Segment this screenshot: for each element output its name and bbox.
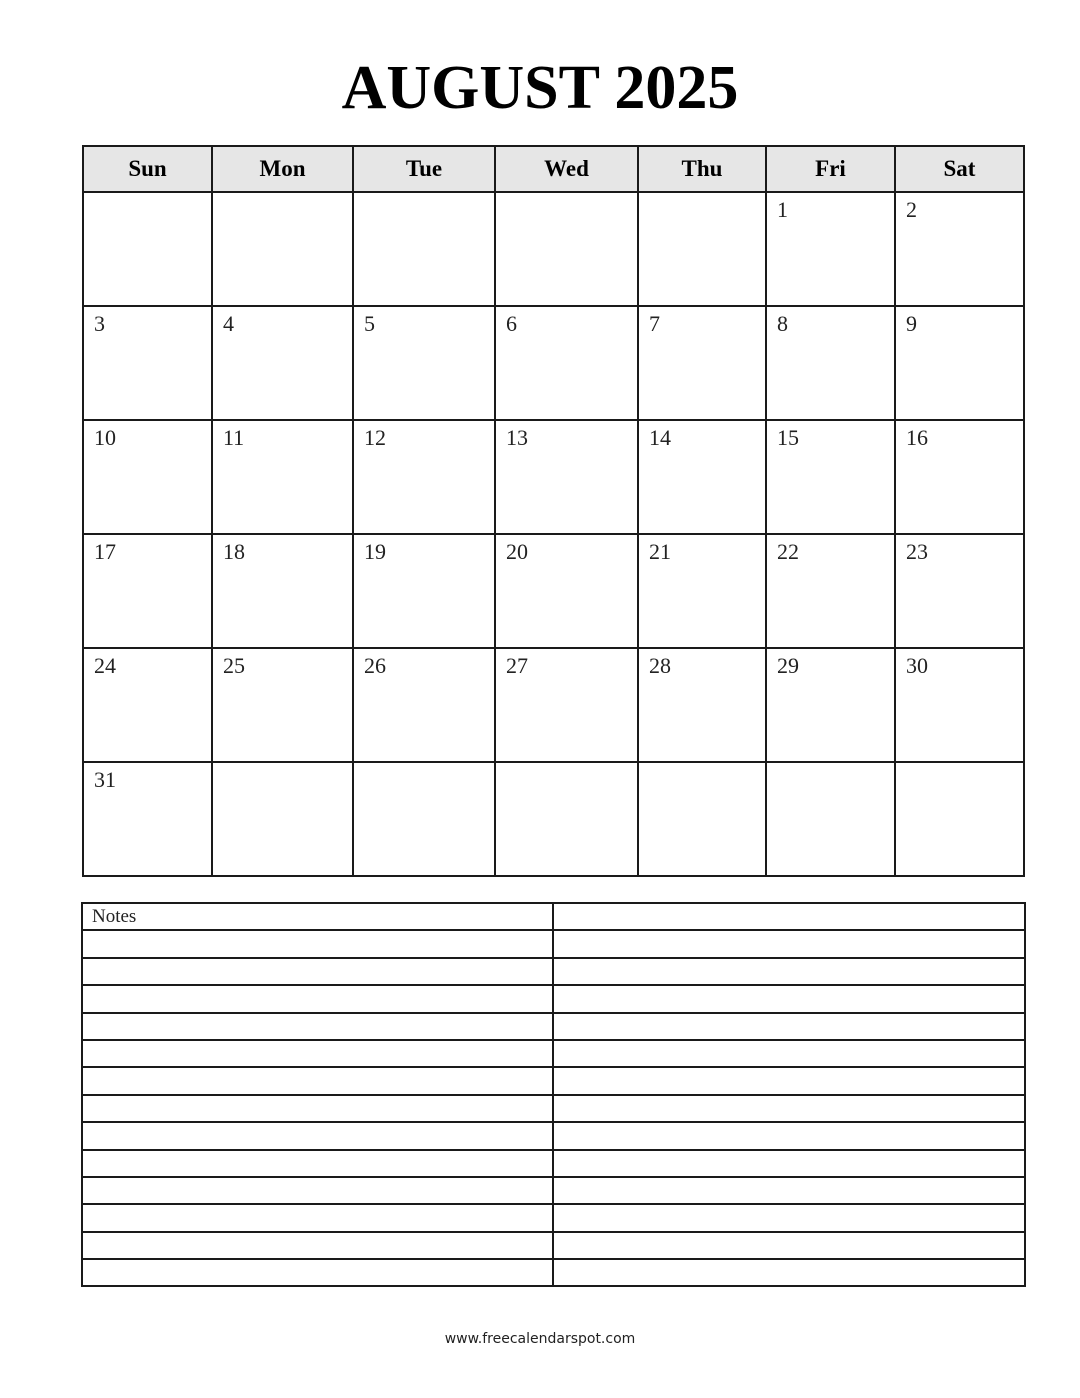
notes-cell[interactable] bbox=[553, 1177, 1025, 1204]
notes-cell[interactable] bbox=[553, 985, 1025, 1012]
day-number bbox=[496, 763, 637, 767]
notes-cell[interactable] bbox=[553, 930, 1025, 957]
day-number bbox=[213, 193, 352, 197]
day-cell[interactable] bbox=[212, 192, 353, 306]
day-cell[interactable] bbox=[895, 306, 1024, 420]
day-number: 6 bbox=[506, 311, 517, 336]
notes-row bbox=[82, 1095, 1025, 1122]
day-cell[interactable] bbox=[83, 306, 212, 420]
notes-cell[interactable] bbox=[82, 930, 553, 957]
day-cell[interactable] bbox=[895, 648, 1024, 762]
day-cell[interactable] bbox=[353, 648, 495, 762]
day-number bbox=[639, 763, 765, 767]
weekday-sun: Sun bbox=[83, 146, 212, 192]
notes-cell[interactable] bbox=[82, 1013, 553, 1040]
day-cell[interactable] bbox=[353, 192, 495, 306]
day-cell[interactable] bbox=[353, 420, 495, 534]
day-number bbox=[354, 193, 494, 197]
day-cell[interactable] bbox=[638, 420, 766, 534]
notes-cell[interactable] bbox=[553, 1040, 1025, 1067]
day-cell[interactable] bbox=[212, 420, 353, 534]
day-cell[interactable] bbox=[353, 534, 495, 648]
day-cell[interactable] bbox=[495, 192, 638, 306]
day-number: 12 bbox=[364, 425, 386, 450]
notes-row bbox=[82, 1122, 1025, 1149]
notes-cell[interactable] bbox=[553, 903, 1025, 930]
day-cell[interactable] bbox=[212, 762, 353, 876]
notes-cell[interactable] bbox=[82, 1150, 553, 1177]
day-number: 11 bbox=[223, 425, 245, 450]
notes-cell[interactable] bbox=[82, 1204, 553, 1231]
notes-label: Notes bbox=[92, 905, 137, 927]
day-number bbox=[84, 193, 211, 197]
day-number: 14 bbox=[649, 425, 671, 450]
notes-row bbox=[82, 1040, 1025, 1067]
day-cell[interactable] bbox=[495, 306, 638, 420]
day-number: 4 bbox=[223, 311, 234, 336]
day-number: 5 bbox=[364, 311, 375, 336]
notes-cell[interactable] bbox=[82, 1040, 553, 1067]
notes-cell[interactable] bbox=[82, 1122, 553, 1149]
day-number: 3 bbox=[94, 311, 105, 336]
week-row bbox=[83, 306, 1024, 420]
day-number: 26 bbox=[364, 653, 386, 678]
day-cell[interactable] bbox=[212, 648, 353, 762]
weekday-tue: Tue bbox=[353, 146, 495, 192]
weekday-fri: Fri bbox=[766, 146, 895, 192]
day-number: 2 bbox=[906, 197, 917, 222]
notes-cell[interactable] bbox=[553, 1232, 1025, 1259]
day-cell[interactable] bbox=[895, 192, 1024, 306]
notes-row bbox=[82, 1067, 1025, 1094]
day-cell[interactable] bbox=[638, 648, 766, 762]
notes-cell[interactable] bbox=[82, 958, 553, 985]
notes-cell[interactable] bbox=[553, 1150, 1025, 1177]
day-number: 28 bbox=[649, 653, 671, 678]
page-title: AUGUST 2025 bbox=[341, 54, 739, 122]
day-cell[interactable] bbox=[766, 192, 895, 306]
day-number: 15 bbox=[777, 425, 799, 450]
day-number: 1 bbox=[777, 197, 788, 222]
day-number: 9 bbox=[906, 311, 917, 336]
day-number: 27 bbox=[506, 653, 528, 678]
day-number: 23 bbox=[906, 539, 928, 564]
day-number: 13 bbox=[506, 425, 528, 450]
notes-cell[interactable] bbox=[82, 985, 553, 1012]
notes-cell[interactable] bbox=[82, 1095, 553, 1122]
day-number: 20 bbox=[506, 539, 528, 564]
notes-row bbox=[82, 985, 1025, 1012]
day-cell[interactable] bbox=[83, 534, 212, 648]
day-cell[interactable] bbox=[212, 534, 353, 648]
day-cell[interactable] bbox=[353, 762, 495, 876]
week-row bbox=[83, 648, 1024, 762]
notes-cell[interactable] bbox=[553, 1095, 1025, 1122]
day-cell[interactable] bbox=[83, 192, 212, 306]
footer-url: www.freecalendarspot.com bbox=[444, 1331, 636, 1347]
notes-cell[interactable] bbox=[553, 1259, 1025, 1286]
day-number: 8 bbox=[777, 311, 788, 336]
day-number: 21 bbox=[649, 539, 671, 564]
week-row bbox=[83, 192, 1024, 306]
notes-cell[interactable] bbox=[553, 1122, 1025, 1149]
day-cell[interactable] bbox=[83, 762, 212, 876]
day-number bbox=[213, 763, 352, 767]
day-cell[interactable] bbox=[766, 306, 895, 420]
day-number: 30 bbox=[906, 653, 928, 678]
day-cell[interactable] bbox=[895, 420, 1024, 534]
day-cell[interactable] bbox=[638, 306, 766, 420]
day-number bbox=[639, 193, 765, 197]
day-cell[interactable] bbox=[495, 762, 638, 876]
day-cell[interactable] bbox=[212, 306, 353, 420]
day-cell[interactable] bbox=[766, 762, 895, 876]
notes-cell[interactable] bbox=[82, 1067, 553, 1094]
day-number: 18 bbox=[223, 539, 245, 564]
day-number: 31 bbox=[94, 767, 116, 792]
day-cell[interactable] bbox=[895, 762, 1024, 876]
day-number bbox=[354, 763, 494, 767]
day-number: 29 bbox=[777, 653, 799, 678]
day-cell[interactable] bbox=[495, 534, 638, 648]
weekday-header-row bbox=[83, 146, 1024, 192]
notes-cell[interactable] bbox=[553, 1204, 1025, 1231]
day-number bbox=[496, 193, 637, 197]
notes-row bbox=[82, 1204, 1025, 1231]
week-row bbox=[83, 762, 1024, 876]
notes-row bbox=[82, 1259, 1025, 1286]
notes-cell[interactable] bbox=[553, 1013, 1025, 1040]
day-number: 19 bbox=[364, 539, 386, 564]
notes-row bbox=[82, 1013, 1025, 1040]
day-number bbox=[896, 763, 1023, 767]
day-number: 17 bbox=[94, 539, 116, 564]
day-number: 10 bbox=[94, 425, 116, 450]
day-cell[interactable] bbox=[895, 534, 1024, 648]
day-cell[interactable] bbox=[638, 534, 766, 648]
day-cell[interactable] bbox=[83, 648, 212, 762]
weekday-mon: Mon bbox=[212, 146, 353, 192]
weekday-sat: Sat bbox=[895, 146, 1024, 192]
calendar-grid bbox=[82, 145, 1025, 877]
day-number: 24 bbox=[94, 653, 116, 678]
day-cell[interactable] bbox=[495, 648, 638, 762]
notes-label-cell[interactable] bbox=[82, 903, 553, 930]
day-cell[interactable] bbox=[766, 648, 895, 762]
notes-cell[interactable] bbox=[82, 1177, 553, 1204]
notes-row bbox=[82, 1150, 1025, 1177]
day-number bbox=[767, 763, 894, 767]
notes-cell[interactable] bbox=[553, 1067, 1025, 1094]
day-cell[interactable] bbox=[83, 420, 212, 534]
notes-cell[interactable] bbox=[553, 958, 1025, 985]
weekday-wed: Wed bbox=[495, 146, 638, 192]
notes-table bbox=[81, 902, 1026, 1287]
notes-row bbox=[82, 1177, 1025, 1204]
day-cell[interactable] bbox=[766, 420, 895, 534]
notes-cell[interactable] bbox=[82, 1232, 553, 1259]
notes-row bbox=[82, 958, 1025, 985]
notes-row bbox=[82, 930, 1025, 957]
day-cell[interactable] bbox=[495, 420, 638, 534]
notes-row bbox=[82, 1232, 1025, 1259]
day-number: 16 bbox=[906, 425, 928, 450]
day-cell[interactable] bbox=[638, 762, 766, 876]
day-number: 7 bbox=[649, 311, 660, 336]
week-row bbox=[83, 420, 1024, 534]
day-cell[interactable] bbox=[766, 534, 895, 648]
day-number: 25 bbox=[223, 653, 245, 678]
day-cell[interactable] bbox=[353, 306, 495, 420]
week-row bbox=[83, 534, 1024, 648]
notes-header-row bbox=[82, 903, 1025, 930]
day-cell[interactable] bbox=[638, 192, 766, 306]
notes-cell[interactable] bbox=[82, 1259, 553, 1286]
day-number: 22 bbox=[777, 539, 799, 564]
weekday-thu: Thu bbox=[638, 146, 766, 192]
